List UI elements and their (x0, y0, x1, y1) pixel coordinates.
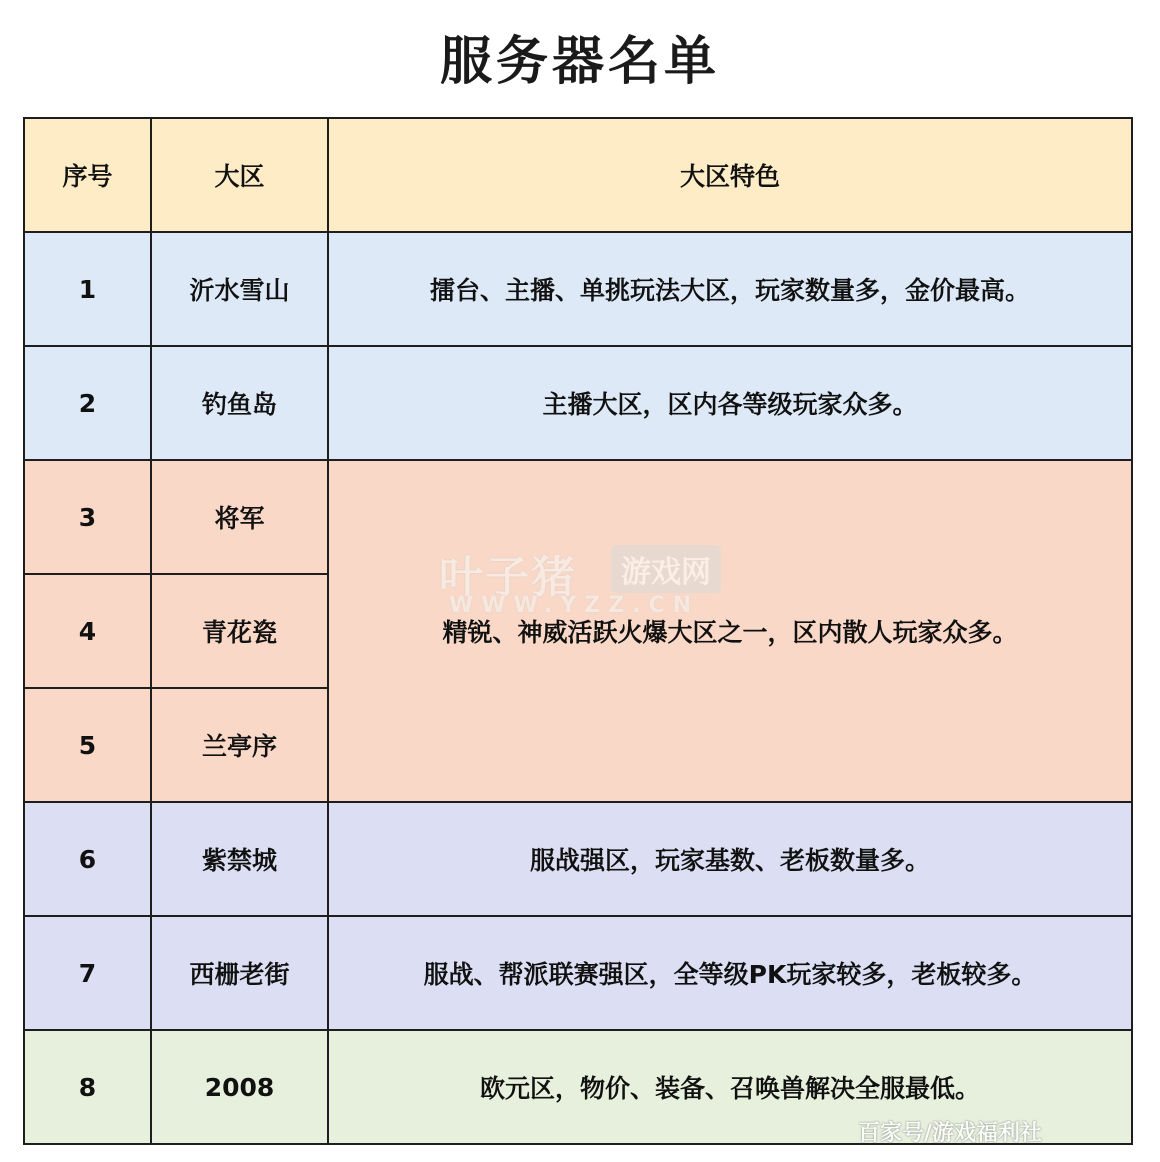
table-row (24, 460, 1132, 574)
header-number: 序号 (24, 118, 151, 232)
corner-watermark: 百家号/游戏福利社 (858, 1121, 1043, 1146)
header-feature: 大区特色 (328, 118, 1132, 232)
table-row (24, 346, 1132, 460)
row-zone: 沂水雪山 (151, 232, 328, 346)
server-list-table (23, 117, 1133, 1145)
watermark-brand: 叶子猪 (439, 552, 577, 603)
row-zone: 钓鱼岛 (151, 346, 328, 460)
row-number: 1 (24, 232, 151, 346)
header-zone: 大区 (151, 118, 328, 232)
table-row (24, 802, 1132, 916)
watermark-url: WWW.YZZ.CN (449, 593, 700, 618)
row-feature: 擂台、主播、单挑玩法大区，玩家数量多，金价最高。 (328, 232, 1132, 346)
row-zone: 青花瓷 (151, 574, 328, 688)
row-feature: 主播大区，区内各等级玩家众多。 (328, 346, 1132, 460)
row-number: 4 (24, 574, 151, 688)
row-zone: 西栅老街 (151, 916, 328, 1030)
page-title: 服务器名单 (439, 31, 720, 92)
row-zone: 兰亭序 (151, 688, 328, 802)
row-zone: 将军 (151, 460, 328, 574)
row-feature: 服战、帮派联赛强区，全等级PK玩家较多，老板较多。 (328, 916, 1132, 1030)
table-row (24, 916, 1132, 1030)
row-number: 6 (24, 802, 151, 916)
row-number: 2 (24, 346, 151, 460)
row-number: 7 (24, 916, 151, 1030)
table-header-row (24, 118, 1132, 232)
row-zone: 紫禁城 (151, 802, 328, 916)
watermark-badge: 游戏网 (611, 545, 721, 593)
row-feature-merged (328, 460, 1132, 802)
row-number: 8 (24, 1030, 151, 1144)
row-number: 3 (24, 460, 151, 574)
site-watermark (439, 541, 739, 621)
row-feature: 服战强区，玩家基数、老板数量多。 (328, 802, 1132, 916)
row-number: 5 (24, 688, 151, 802)
row-feature-text: 精锐、神威活跃火爆大区之一，区内散人玩家众多。 (442, 618, 1018, 647)
table-row (24, 232, 1132, 346)
row-zone: 2008 (151, 1030, 328, 1144)
row-feature: 欧元区，物价、装备、召唤兽解决全服最低。 (328, 1030, 1132, 1144)
